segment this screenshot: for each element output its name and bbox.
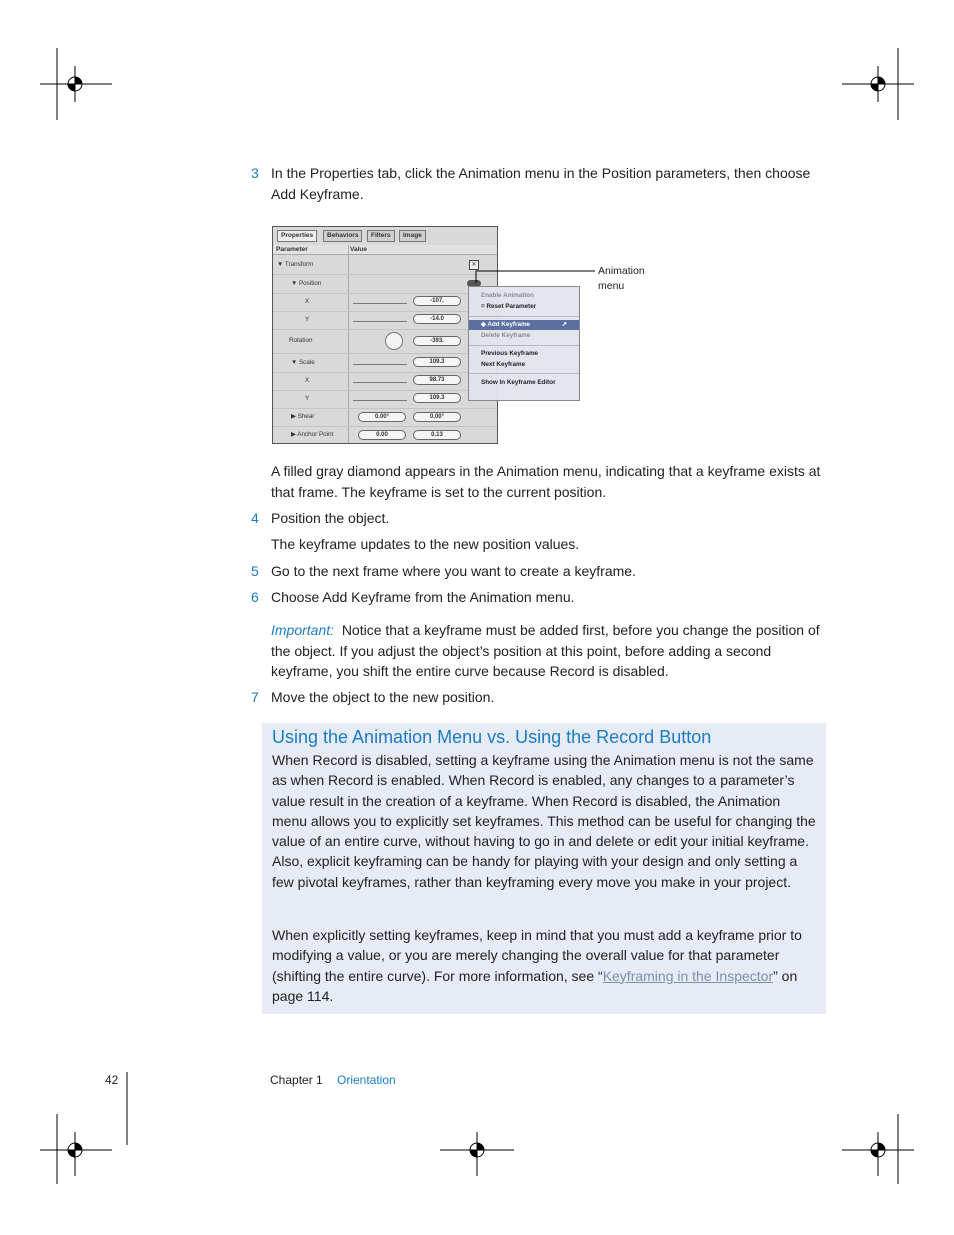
important-note: Important: Notice that a keyframe must be added first, before you change the position of the object. If you adjust the object’s position at this point, before adding a second keyframe, you shift the entire curve because Record is disabled. — [271, 622, 820, 679]
callout-label: Animation menu — [598, 265, 645, 292]
step-text: Choose Add Keyframe from the Animation menu. — [271, 589, 575, 605]
callout-line — [470, 265, 600, 285]
menu-item-add-keyframe[interactable]: ◆ Add Keyframe ➚ — [469, 320, 579, 330]
value-field: 0.00° — [413, 412, 461, 422]
animation-menu — [468, 286, 580, 401]
sidebar-paragraph: When explicitly setting keyframes, keep in mind that you must add a keyframe prior to modifying a value, or you are merely changing the overall value for that parameter (shifting the entire curve). For more information, see “Keyframing in the Inspector” on page 114. — [272, 927, 802, 1004]
cursor-icon: ➚ — [561, 321, 567, 328]
sidebar-box — [262, 723, 826, 1014]
menu-item-show-in-keyframe-editor[interactable]: Show In Keyframe Editor — [481, 379, 556, 386]
row-label: ▼ Scale — [291, 359, 315, 366]
row-label: ▼ Transform — [277, 261, 314, 268]
step-number: 7 — [251, 689, 259, 705]
row-label: X — [305, 377, 310, 384]
menu-item-previous-keyframe[interactable]: Previous Keyframe — [481, 350, 539, 357]
body-paragraph: A filled gray diamond appears in the Animation menu, indicating that a keyframe exists at that frame. The keyframe is set to the current position. — [271, 463, 821, 500]
sidebar-title: Using the Animation Menu vs. Using the Record Button — [272, 727, 712, 747]
step-number: 5 — [251, 563, 259, 579]
step-number: 6 — [251, 589, 259, 605]
inspector-screenshot — [272, 226, 498, 444]
row-label: X — [305, 298, 310, 305]
value-field: 0.00° — [358, 412, 406, 422]
row-label: Y — [305, 395, 310, 402]
value-field: 0.00 — [358, 430, 406, 440]
value-field: -14.0 — [413, 314, 461, 324]
table-header — [273, 245, 497, 255]
row-label: ▶ Anchor Point — [291, 431, 334, 438]
step-text: Go to the next frame where you want to create a keyframe. — [271, 563, 636, 579]
reset-icon: ✕ — [469, 260, 479, 270]
step-number: 4 — [251, 510, 259, 526]
step-text: Position the object. — [271, 510, 390, 526]
chapter-label: Chapter 1 — [270, 1073, 323, 1087]
value-field: 109.3 — [413, 393, 461, 403]
row-label: Y — [305, 316, 310, 323]
value-field: -393. — [413, 336, 461, 346]
row-label: ▼ Position — [291, 280, 322, 287]
step-text: Move the object to the new position. — [271, 689, 495, 705]
tab-filters: Filters — [367, 230, 395, 242]
value-field: -107. — [413, 296, 461, 306]
menu-item-reset-parameter[interactable]: = Reset Parameter — [481, 303, 537, 310]
row-label: Rotation — [289, 337, 313, 344]
rotation-dial — [385, 332, 403, 350]
row-label: ▶ Shear — [291, 413, 315, 420]
cross-reference-link[interactable]: Keyframing in the Inspector — [602, 967, 774, 984]
page-number: 42 — [105, 1073, 119, 1087]
menu-item-delete-keyframe[interactable]: Delete Keyframe — [481, 332, 531, 339]
step-number: 3 — [251, 165, 259, 181]
tab-behaviors: Behaviors — [323, 230, 362, 242]
menu-item-next-keyframe[interactable]: Next Keyframe — [481, 361, 526, 368]
sidebar-paragraph: When Record is disabled, setting a keyframe using the Animation menu is not the same as when Record is enabled. When Record is enabled, any changes to a parameter’s value result in the creation of a keyframe. When Record is disabled, the Animation menu allows you to explicitly set keyframes. This method can be useful for changing the value of an entire curve, without having to go in and delete or edit your initial keyframe. Also, explicit keyframing can be handy for playing with your design and only setting a few pivotal keyframes, rather than keyframing every move you make in your project. — [272, 752, 816, 890]
header-value: Value — [350, 246, 367, 253]
value-field: 98.73 — [413, 375, 461, 385]
step-text: In the Properties tab, click the Animation menu in the Position parameters, then choose Add Keyframe. — [271, 165, 811, 202]
chapter-title: Orientation — [337, 1073, 396, 1087]
header-parameter: Parameter — [276, 246, 308, 253]
tab-image: Image — [399, 230, 426, 242]
value-field: 0.13 — [413, 430, 461, 440]
tab-properties: Properties — [277, 230, 317, 242]
menu-item-enable-animation[interactable]: Enable Animation — [481, 292, 534, 299]
value-field: 109.3 — [413, 357, 461, 367]
body-paragraph: The keyframe updates to the new position values. — [271, 536, 580, 552]
